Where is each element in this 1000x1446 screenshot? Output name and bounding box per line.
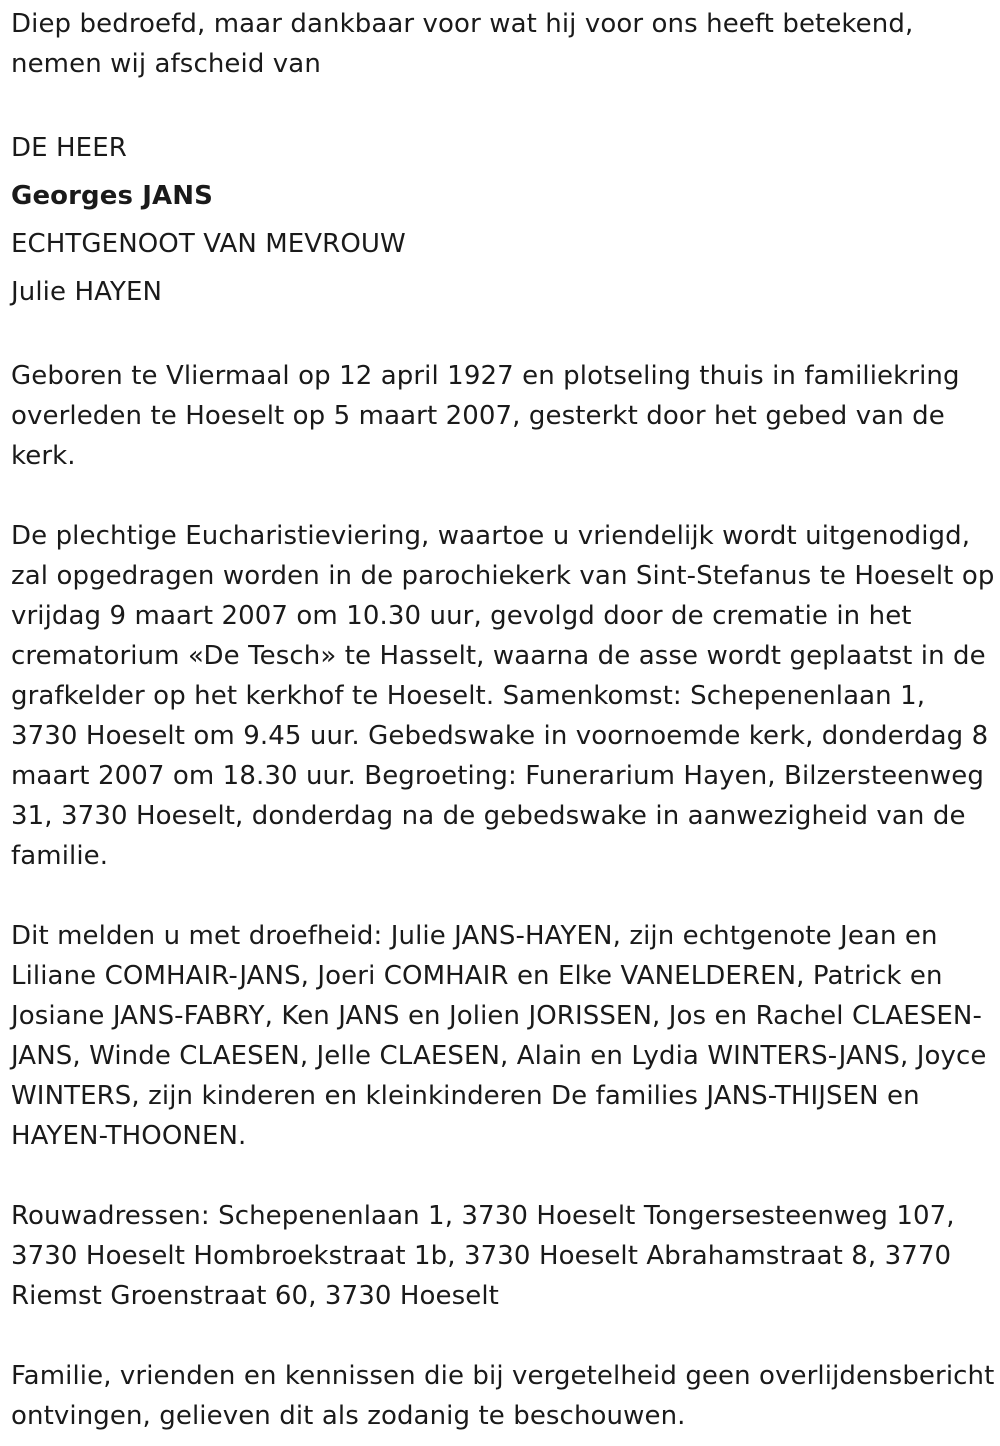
spacer [11, 316, 1000, 356]
relation-line: ECHTGENOOT VAN MEVROUW [11, 229, 406, 259]
ceremony-paragraph: De plechtige Eucharistieviering, waartoe u vriendelijk wordt uitgenodigd, zal opgedragen worden in de parochiekerk van Sint-Stefanus te Hoeselt op vrijdag 9 maart 2007 om 10.30 uur, gevolgd door de crematie in het crematorium «De Tesch» te Hasselt, waarna de asse wordt geplaatst in de grafkelder op het kerkhof te Hoeselt. Samenkomst: Schepenenlaan 1, 3730 Hoeselt om 9.45 uur. Gebedswake in voornoemde kerk, donderdag 8 maart 2007 om 18.30 uur. Begroeting: Funerarium Hayen, Bilzersteenweg 31, 3730 Hoeselt, donderdag na de gebedswake in aanwezigheid van de familie. [11, 521, 995, 871]
birth-death-paragraph: Geboren te Vliermaal op 12 april 1927 en plotseling thuis in familiekring overleden te Hoeselt op 5 maart 2007, gesterkt door het gebed van de kerk. [11, 361, 960, 471]
intro-paragraph: Diep bedroefd, maar dankbaar voor wat hij voor ons heeft betekend, nemen wij afscheid van [11, 9, 914, 79]
closing-paragraph: Familie, vrienden en kennissen die bij vergetelheid geen overlijdensbericht ontvingen, gelieven dit als zodanig te beschouwen. [11, 1361, 995, 1431]
spacer [11, 476, 1000, 516]
spouse-name: Julie HAYEN [11, 277, 163, 307]
spacer [11, 1156, 1000, 1196]
family-paragraph: Dit melden u met droefheid: Julie JANS-HAYEN, zijn echtgenote Jean en Liliane COMHAIR-JANS, Joeri COMHAIR en Elke VANELDEREN, Patrick en Josiane JANS-FABRY, Ken JANS en Jolien JORISSEN, Jos en Rachel CLAESEN-JANS, Winde CLAESEN, Jelle CLAESEN, Alain en Lydia WINTERS-JANS, Joyce WINTERS, zijn kinderen en kleinkinderen De families JANS-THIJSEN en HAYEN-THOONEN. [11, 921, 987, 1151]
spacer [11, 84, 1000, 124]
salutation: DE HEER [11, 133, 127, 163]
deceased-name: Georges JANS [11, 181, 213, 211]
spacer [11, 1316, 1000, 1356]
spacer [11, 876, 1000, 916]
addresses-paragraph: Rouwadressen: Schepenenlaan 1, 3730 Hoeselt Tongersesteenweg 107, 3730 Hoeselt Hombroekstraat 1b, 3730 Hoeselt Abrahamstraat 8, 3770 Riemst Groenstraat 60, 3730 Hoeselt [11, 1201, 955, 1311]
